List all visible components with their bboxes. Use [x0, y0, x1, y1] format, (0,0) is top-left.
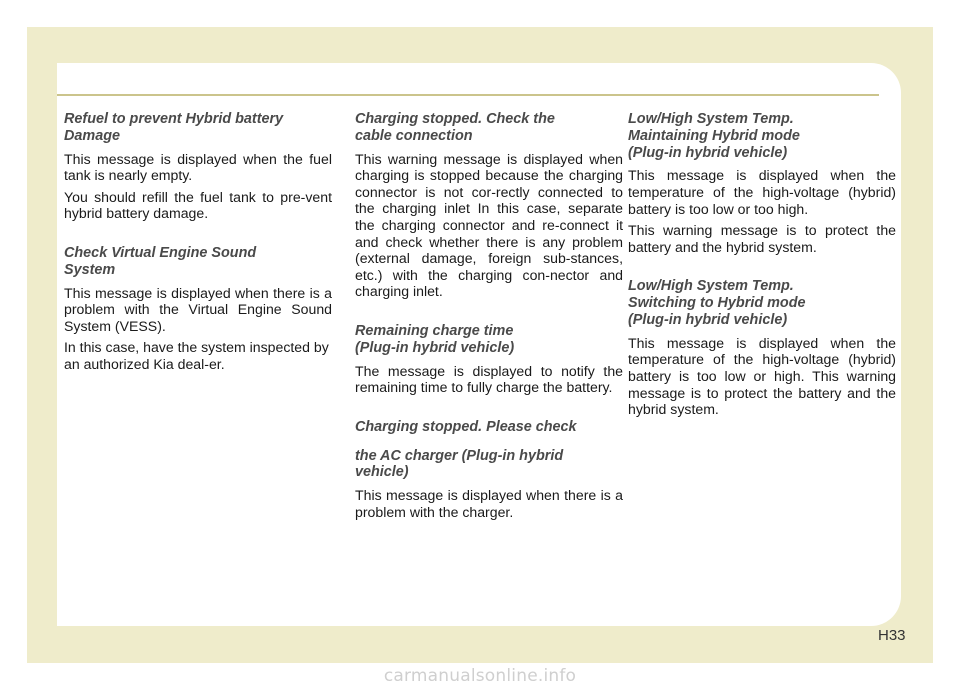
section-text: In this case, have the system inspected by an authorized Kia deal-er.: [64, 339, 329, 372]
section-text: This warning message is displayed when charging is stopped because the charging connector is not cor-rectly connected to the charging inlet In this case, separate the charging connector and re-connect it and check whether there is any problem (external damage, foreign sub-stances, etc.) with the charging con-nector and charging inlet.: [355, 150, 623, 300]
section-text: This message is displayed when the temperature of the high-voltage (hybrid) battery is too low or too high.: [628, 167, 896, 217]
section-text: This message is displayed when the temperature of the high-voltage (hybrid) battery is too low or high. This warning message is to protect the battery and the hybrid system.: [628, 334, 896, 418]
section-text: This message is displayed when the fuel tank is nearly empty.: [64, 150, 332, 184]
column-2: [355, 111, 623, 525]
section-title-maintaining-hybrid: Low/High System Temp. Maintaining Hybrid mode (Plug-in hybrid vehicle): [628, 111, 800, 161]
column-1: [64, 111, 332, 378]
section-title-vess: Check Virtual Engine Sound System: [64, 244, 257, 278]
page-number: H33: [878, 627, 906, 644]
section-title-remaining-charge: Remaining charge time (Plug-in hybrid vehicle): [355, 322, 515, 356]
section-text: This warning message is to protect the battery and the hybrid system.: [628, 222, 896, 255]
section-title-cable-connection: Charging stopped. Check the cable connection: [355, 111, 555, 144]
column-3: [628, 111, 896, 423]
section-title-switching-hybrid: Low/High System Temp. Switching to Hybrid mode (Plug-in hybrid vehicle): [628, 278, 806, 328]
section-text: This message is displayed when there is a problem with the Virtual Engine Sound System (VESS).: [64, 284, 332, 334]
section-text: This message is displayed when there is a problem with the charger.: [355, 487, 623, 520]
watermark-text: carmanualsonline.info: [383, 666, 577, 686]
header-rule: [57, 94, 879, 96]
section-text: You should refill the fuel tank to pre-vent hybrid battery damage.: [64, 188, 332, 222]
section-title-ac-charger: Charging stopped. Please check: [355, 418, 577, 435]
section-title-ac-charger-cont: the AC charger (Plug-in hybrid vehicle): [355, 447, 564, 481]
section-text: The message is displayed to notify the remaining time to fully charge the battery.: [355, 362, 623, 396]
section-title-refuel: Refuel to prevent Hybrid battery Damage: [64, 111, 284, 144]
